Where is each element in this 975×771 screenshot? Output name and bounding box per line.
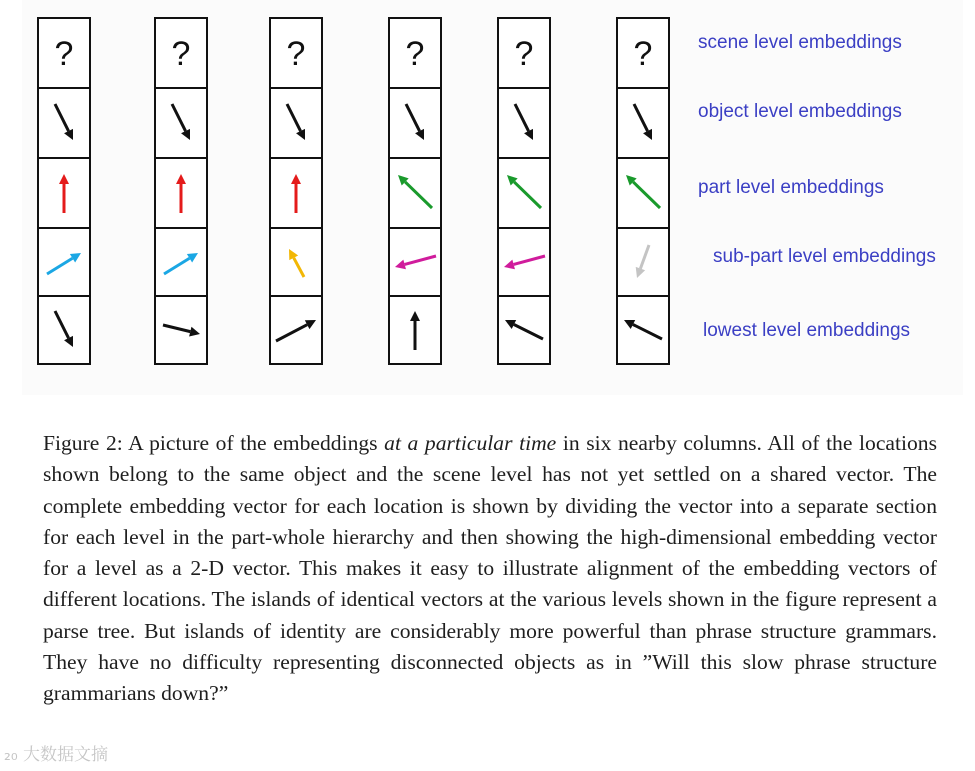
embedding-column-3	[270, 18, 322, 364]
level-label-2: object level embeddings	[698, 101, 902, 122]
figure-panel	[22, 0, 963, 395]
level-label-5: lowest level embeddings	[703, 320, 911, 341]
scene-question-mark: ?	[514, 35, 534, 73]
embedding-column-6	[617, 18, 669, 364]
level-label-1: scene level embeddings	[698, 32, 902, 53]
scene-question-mark: ?	[286, 35, 306, 73]
scene-question-mark: ?	[54, 35, 74, 73]
scene-question-mark: ?	[633, 35, 653, 73]
caption-emphasis: at a particular time	[384, 431, 557, 455]
embedding-columns-figure	[22, 0, 963, 395]
caption-prefix: Figure 2: A picture of the embeddings	[43, 431, 385, 455]
level-label-4: sub-part level embeddings	[713, 246, 936, 267]
figure-caption	[43, 428, 937, 710]
embedding-column-4	[389, 18, 441, 364]
embedding-column-5	[498, 18, 550, 364]
embedding-column-2	[155, 18, 207, 364]
embedding-column-1	[38, 18, 90, 364]
scene-question-mark: ?	[171, 35, 191, 73]
caption-body: in six nearby columns. All of the locations shown belong to the same object and the scene level has not yet settled on a shared vector. The complete embedding vector for each location is shown by dividing the vector into a separate section for each level in the part-whole hierarchy and then showing the high-dimensional embedding vector for a level as a 2-D vector. This makes it easy to illustrate alignment of the embedding vectors of different locations. The islands of identical vectors at the various levels shown in the figure represent a parse tree. But islands of identity are considerably more powerful than phrase structure grammars. They have no difficulty representing disconnected objects as in ”Will this slow phrase structure grammarians down?”	[43, 431, 937, 706]
watermark: ₂₀ 大数据文摘	[4, 745, 109, 765]
level-label-3: part level embeddings	[698, 177, 884, 198]
scene-question-mark: ?	[405, 35, 425, 73]
